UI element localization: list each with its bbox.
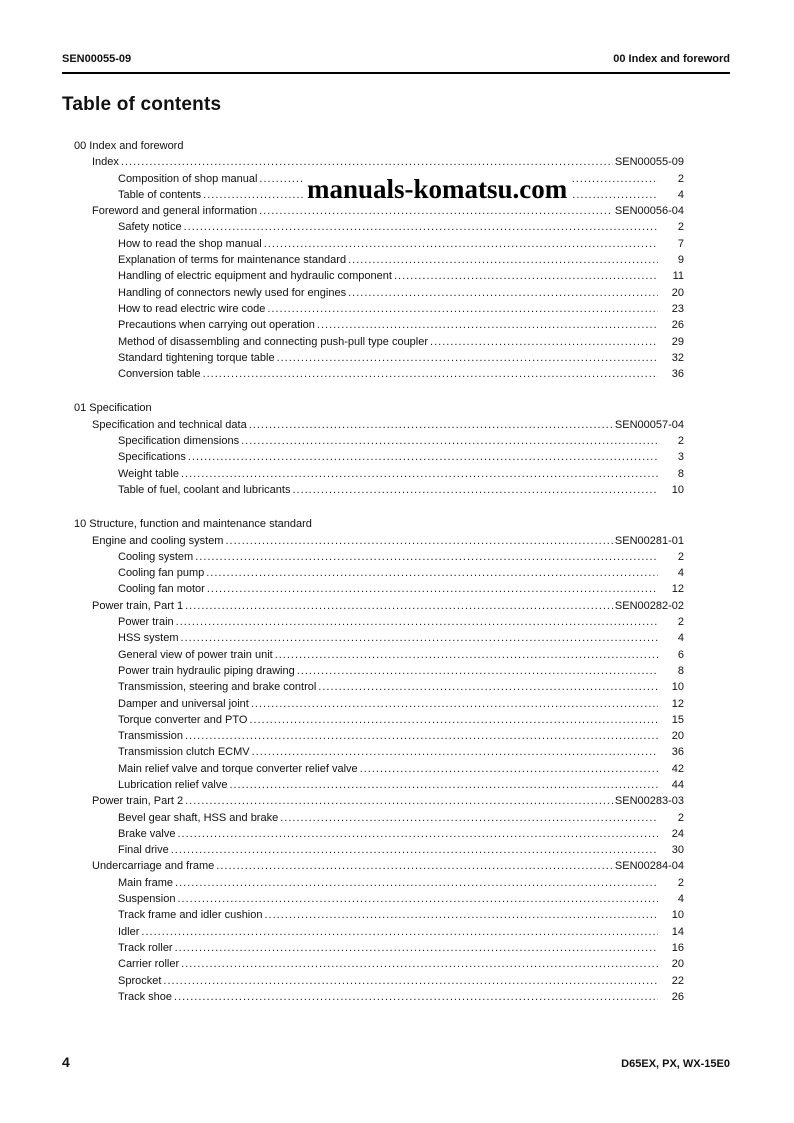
toc-item-row [118,989,684,1005]
toc-item-title: HSS system [118,632,179,645]
toc-item-page: 30 [671,844,684,857]
dot-leader [318,679,658,695]
toc-item-row [118,268,684,284]
toc-item-title: Suspension [118,893,176,906]
dot-leader [225,533,612,549]
toc-item-row [118,565,684,581]
dot-leader [206,565,658,581]
toc-item-title: Table of contents [118,188,202,201]
toc-item-row [118,350,684,366]
toc-item-page: 2 [677,172,684,185]
dot-leader [277,350,658,366]
toc-item-page: 20 [671,730,684,743]
dot-leader [185,598,613,614]
toc-item-title: General view of power train unit [118,648,273,661]
toc-item-title: Cooling fan motor [118,583,205,596]
dot-leader [265,907,659,923]
header-chapter-title: 00 Index and foreword [613,53,730,65]
dot-leader [181,630,658,646]
toc-group-ref: SEN00283-03 [614,795,684,808]
toc-item-row [118,285,684,301]
page-header [62,53,730,65]
footer-page-number: 4 [62,1054,70,1070]
toc-item-title: Handling of electric equipment and hydraulic component [118,270,392,283]
dot-leader [185,728,658,744]
dot-leader [252,744,658,760]
toc-item-page: 10 [671,681,684,694]
toc-item-title: Handling of connectors newly used for engines [118,286,347,299]
dot-leader [163,973,658,989]
toc-item-page: 36 [671,746,684,759]
dot-leader [275,647,658,663]
toc-item-title: Cooling fan pump [118,567,205,580]
toc-item-row [118,696,684,712]
dot-leader [207,581,658,597]
toc-section-label: 01 Specification [74,402,152,415]
toc-item-title: Track roller [118,941,173,954]
toc-item-row [118,842,684,858]
toc-item-row [118,449,684,465]
dot-leader [259,203,613,219]
toc-item-page: 2 [677,550,684,563]
toc-item-row [118,466,684,482]
toc-group-row [92,154,684,170]
toc-group-title: Power train, Part 1 [92,599,184,612]
toc-item-row [118,907,684,923]
toc-item-page: 9 [677,254,684,267]
dot-leader [188,449,658,465]
toc-item-row [118,777,684,793]
toc-item-row [118,252,684,268]
dot-leader [360,761,658,777]
toc-item-page: 24 [671,827,684,840]
toc-item-row [118,647,684,663]
toc-group-ref: SEN00055-09 [614,156,684,169]
toc-item-page: 2 [677,221,684,234]
toc-group-title: Foreword and general information [92,205,258,218]
toc-item-title: Torque converter and PTO [118,713,248,726]
toc-item-row [118,614,684,630]
dot-leader [430,334,658,350]
toc-item-page: 8 [677,467,684,480]
toc-item-title: Standard tightening torque table [118,351,275,364]
toc-item-title: Weight table [118,467,179,480]
dot-leader [241,433,658,449]
dot-leader [184,219,658,235]
dot-leader [141,924,658,940]
toc-item-title: Cooling system [118,550,194,563]
toc-item-row [118,581,684,597]
dot-leader [292,482,658,498]
dot-leader [317,317,658,333]
toc-item-page: 12 [671,697,684,710]
toc-item-title: Main relief valve and torque converter relief valve [118,762,358,775]
toc-item-row [118,973,684,989]
toc-item-title: Specifications [118,451,186,464]
dot-leader [177,826,658,842]
toc-item-row [118,891,684,907]
toc-group-ref: SEN00056-04 [614,205,684,218]
toc-item-page: 22 [671,974,684,987]
toc-item-row [118,728,684,744]
toc-group-ref: SEN00284-04 [614,860,684,873]
toc-item-row [118,219,684,235]
toc-item-row [118,236,684,252]
dot-leader [178,891,659,907]
dot-leader [121,154,613,170]
toc-item-title: Track frame and idler cushion [118,909,263,922]
toc-item-title: Transmission clutch ECMV [118,746,250,759]
toc-group-ref: SEN00057-04 [614,418,684,431]
toc-group-row [92,203,684,219]
toc-item-page: 15 [671,713,684,726]
toc-item-page: 7 [677,237,684,250]
toc-item-row [118,433,684,449]
dot-leader [280,810,658,826]
dot-leader [249,417,613,433]
dot-leader [203,366,658,382]
toc-group-title: Undercarriage and frame [92,860,215,873]
toc-group-title: Engine and cooling system [92,534,224,547]
toc-item-title: Track shoe [118,990,173,1003]
toc-item-row [118,366,684,382]
toc-group-row [92,533,684,549]
toc-item-title: Final drive [118,844,169,857]
toc-item-row [118,482,684,498]
toc-item-title: Sprocket [118,974,162,987]
toc-item-page: 11 [672,270,684,283]
toc-group-ref: SEN00282-02 [614,599,684,612]
dot-leader [216,858,613,874]
toc-item-page: 26 [671,990,684,1003]
toc-item-page: 4 [677,893,684,906]
dot-leader [249,712,658,728]
toc-item-page: 44 [671,778,684,791]
toc-item-row [118,334,684,350]
toc-item-title: Composition of shop manual [118,172,258,185]
toc-item-title: How to read electric wire code [118,302,266,315]
dot-leader [229,777,658,793]
toc-group-ref: SEN00281-01 [614,534,684,547]
toc-item-page: 10 [671,909,684,922]
toc-item-row [118,301,684,317]
dot-leader [348,285,658,301]
page-title: Table of contents [62,94,222,115]
toc-item-row [118,761,684,777]
toc-item-page: 2 [677,811,684,824]
toc-item-page: 2 [677,435,684,448]
toc-item-page: 36 [671,368,684,381]
toc-item-page: 16 [671,941,684,954]
dot-leader [264,236,658,252]
toc-item-page: 4 [677,188,684,201]
toc-item-title: Bevel gear shaft, HSS and brake [118,811,279,824]
toc-item-title: Idler [118,925,140,938]
toc-item-row [118,712,684,728]
toc-item-title: Power train hydraulic piping drawing [118,664,295,677]
toc-item-title: Method of disassembling and connecting push-pull type coupler [118,335,429,348]
page-footer [62,1054,730,1070]
toc-group-row [92,793,684,809]
toc-item-title: Precautions when carrying out operation [118,319,315,332]
toc-item-page: 32 [671,351,684,364]
toc-item-row [118,679,684,695]
toc-item-page: 26 [671,319,684,332]
toc-item-title: Conversion table [118,368,201,381]
toc-item-title: Lubrication relief valve [118,778,228,791]
toc-item-page: 20 [671,286,684,299]
toc-item-row [118,317,684,333]
toc-item-page: 29 [671,335,684,348]
toc-item-page: 14 [671,925,684,938]
toc-item-row [118,940,684,956]
toc-item-title: Safety notice [118,221,182,234]
toc-group-title: Index [92,156,119,169]
dot-leader [171,842,658,858]
toc-item-row [118,826,684,842]
toc-item-page: 10 [671,483,684,496]
toc-item-page: 12 [671,583,684,596]
dot-leader [174,989,658,1005]
header-doc-code: SEN00055-09 [62,53,132,65]
toc-item-row [118,663,684,679]
dot-leader [251,696,658,712]
toc-section-label: 00 Index and foreword [74,140,184,152]
toc-item-page: 2 [677,616,684,629]
toc-item-page: 4 [677,567,684,580]
toc-item-page: 2 [677,876,684,889]
toc-group-title: Power train, Part 2 [92,795,184,808]
toc-group-row [92,417,684,433]
dot-leader [267,301,658,317]
toc-item-row [118,956,684,972]
dot-leader [175,940,658,956]
dot-leader [181,956,658,972]
toc-item-title: Damper and universal joint [118,697,249,710]
dot-leader [176,614,658,630]
toc-item-title: Brake valve [118,827,176,840]
dot-leader [185,793,613,809]
toc-item-page: 8 [677,664,684,677]
toc-item-title: Power train [118,616,174,629]
toc-item-row [118,875,684,891]
dot-leader [195,549,658,565]
toc-item-page: 3 [677,451,684,464]
toc-item-title: Main frame [118,876,174,889]
table-of-contents [74,138,684,1005]
toc-section [74,400,684,498]
toc-item-row [118,810,684,826]
header-rule [62,72,730,74]
toc-section [74,516,684,1005]
toc-item-title: Transmission [118,730,183,743]
toc-group-row [92,858,684,874]
toc-item-title: Carrier roller [118,958,180,971]
toc-section-label: 10 Structure, function and maintenance standard [74,518,312,531]
toc-group-title: Specification and technical data [92,418,247,431]
toc-item-page: 42 [671,762,684,775]
toc-group-row [92,598,684,614]
toc-item-title: Explanation of terms for maintenance standard [118,254,347,267]
toc-item-title: Specification dimensions [118,435,240,448]
toc-item-row [118,924,684,940]
toc-item-row [118,744,684,760]
dot-leader [181,466,658,482]
dot-leader [297,663,658,679]
toc-item-title: How to read the shop manual [118,237,262,250]
toc-item-title: Transmission, steering and brake control [118,681,317,694]
footer-model-code: D65EX, PX, WX-15E0 [621,1058,730,1070]
toc-item-title: Table of fuel, coolant and lubricants [118,483,291,496]
toc-item-page: 20 [671,958,684,971]
watermark: manuals-komatsu.com [303,175,571,205]
toc-item-row [118,630,684,646]
dot-leader [394,268,658,284]
toc-item-page: 23 [671,302,684,315]
toc-item-page: 6 [677,648,684,661]
toc-item-row [118,549,684,565]
dot-leader [175,875,658,891]
toc-item-page: 4 [677,632,684,645]
dot-leader [348,252,658,268]
